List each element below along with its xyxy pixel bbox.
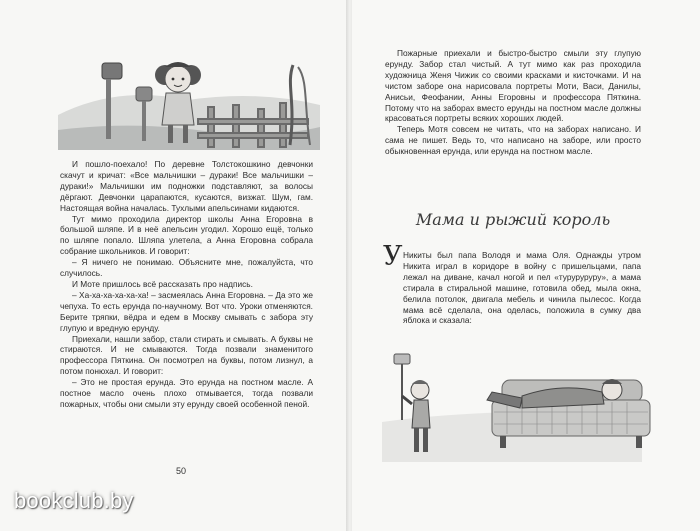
paragraph: Пожарные приехали и быстро-быстро смыли эту глупую ерунду. Забор стал чистый. А тут мимо как раз проходила художница Женя Чижик со своими красками и кисточками. И на чистом заборе она нарисовала портреты Моти, Васи, Данилы, Анисьи, Феофании, Анны Егоровны и профессора Пяткина. Потому что на заборах вместо ерунды на постном масле должны красоваться портреты всяких хороших людей. xyxy=(385,48,641,124)
paragraph: Никиты был папа Володя и мама Оля. Однажды утром Никита играл в коридоре в войну с пришельцами, папа лежал на диване, качал ногой и пел «турурурурy», а мама стирала в стиральной машине, готовила обед, мыла окна, белила потолок, двигала мебель и чинила пылесос. Когда мама всё сделала, она оделась, положила в сумку два яблока и сказала: xyxy=(403,250,641,326)
left-page xyxy=(0,0,348,531)
right-page-text-top xyxy=(385,48,641,157)
paragraph: Теперь Мотя совсем не читать, что на заборах написано. И сама не пишет. Ведь то, что написано на заборе, или просто обыкновенная ерунда, или ерунда на постном масле. xyxy=(385,124,641,157)
page-number: 50 xyxy=(176,466,187,476)
paragraph: Приехали, нашли забор, стали стирать и смывать. А буквы не стираются. И не смываются. Тогда позвали знаменитого профессора Пяткина. Он посмотрел на буквы, потом лизнул, а потом понюхал. И говорит: xyxy=(60,333,313,377)
family-on-sofa-illustration xyxy=(372,352,654,462)
paragraph: – Я ничего не понимаю. Объясните мне, пожалуйста, что случилось. xyxy=(60,257,313,279)
watermark: bookclub.by xyxy=(14,488,134,513)
left-page-text xyxy=(60,159,313,410)
paragraph: Тут мимо проходила директор школы Анна Егоровна в большой шляпе. И в неё апельсин угодил. Хорошо ещё, только по шляпе попало. Шляпа улетела, а Анна Егоровна собрала собрание школьников. И говорит: xyxy=(60,213,313,257)
paragraph: И Моте пришлось всё рассказать про надпись. xyxy=(72,278,253,289)
paragraph: – Ха-ха-ха-ха-ха-ха! – засмеялась Анна Егоровна. – Да это же чепуха. То есть ерунда по-научному. Вот что. Уроки отменяются. Берите тряпки, вёдра и едем в Москву смывать с забора эту глупую и вредную ерунду. xyxy=(60,289,313,333)
right-page-text-bottom xyxy=(385,250,641,326)
chapter-title: Мама и рыжий король xyxy=(415,210,611,229)
paragraph: – Это не простая ерунда. Это ерунда на постном масле. А постное масло очень плохо отмывается, тогда позвали пожарных, чтобы они смыли эту ерунду своей особенной пеной. xyxy=(60,377,313,409)
paragraph: И пошло-поехало! По деревне Толстокошкино девчонки скачут и кричат: «Все мальчишки – дураки! Все мальчишки – дураки!» Мальчишки им подножки подставляют, за волосы дёргают. Девчонки царапаются, кусаются, визжат. Шум, гам. Настоящая война началась. Тухлыми апельсинами кидаются. xyxy=(60,159,313,213)
drop-cap: У xyxy=(383,241,403,272)
girls-by-fence-illustration xyxy=(58,45,320,150)
